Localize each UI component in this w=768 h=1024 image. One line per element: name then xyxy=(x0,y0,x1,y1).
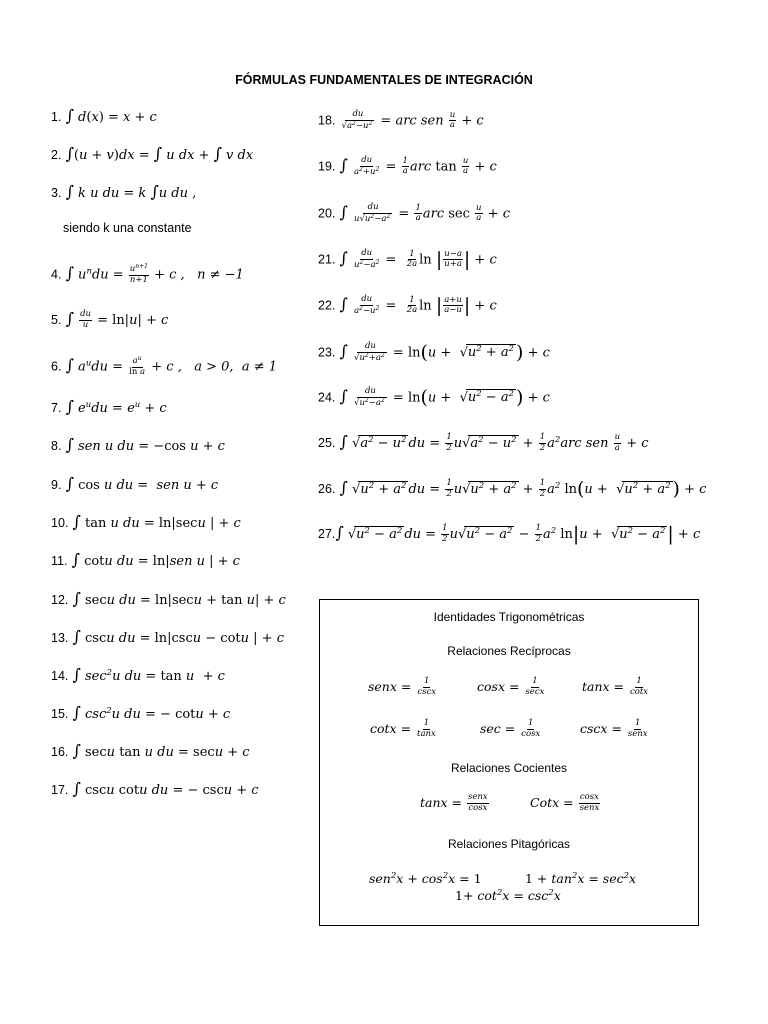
box-heading: Identidades Trigonométricas xyxy=(433,610,585,624)
formula-number: 16. xyxy=(51,745,69,759)
formula-2: 2. ∫(u + v)dx = ∫ u dx + ∫ v dx xyxy=(51,144,254,163)
identity-tan-quotient: tanx = senx cosx xyxy=(420,792,488,813)
quotient-heading: Relaciones Cocientes xyxy=(450,761,568,775)
trig-identities-box xyxy=(319,599,699,926)
formula-number: 14. xyxy=(51,669,69,683)
formula-9: 9. ∫ cos u du = sen u + c xyxy=(51,474,219,493)
identity-cscx: cscx = 1 senx xyxy=(580,718,648,739)
formula-number: 11. xyxy=(51,554,68,568)
formula-22: 22. ∫ $\frac{du}{a^2-u^2}$ = $\frac{1}{2a}$ ln | $\frac{a+u}{a-u}$ | + c xyxy=(318,294,497,317)
formula-number: 3. xyxy=(51,186,62,200)
formula-5: 5. ∫ $\frac{du}{u}$ = ln|u| + c xyxy=(51,308,169,330)
formula-20: 20. ∫ $\frac{du}{u√u^2-a^2}$ = $\frac{1}{a}$ arc sec $\frac{u}{a}$ + c xyxy=(318,202,510,224)
identity-sec: sec = $\frac{1}{\cos x}$ xyxy=(480,718,541,739)
formula-1: 1. ∫ d(x) = x + c xyxy=(51,106,157,125)
formula-number: 7. xyxy=(51,401,62,415)
formula-number: 12. xyxy=(51,593,69,607)
formula-7: 7. ∫ $e^udu = e^u + c$ xyxy=(51,397,167,416)
formula-10: 10. ∫ tan u du = ln|secu | + c xyxy=(51,512,241,531)
formula-25: 25. ∫ $√a^2 - u^2$ du = $\frac{1}{2}$ $u√a^2 - u^2$ + $\frac{1}{2}$ $a^2arc$ sen $\frac{u}{a}$ + c xyxy=(318,431,649,453)
formula-number: 27. xyxy=(318,526,336,541)
formula-23: 23. ∫ $\frac{du}{√u^2+a^2}$ = $\ln(u + √u^2 + a^2$ ) + c xyxy=(318,341,550,364)
formula-17: 17. ∫ cscu cotu du = − cscu + c xyxy=(51,779,259,798)
formula-number: 17. xyxy=(51,783,69,797)
identity-pyth-3: $1+ \cot^2x = \csc^2x$ xyxy=(455,888,561,903)
formula-19: 19. ∫ $\frac{du}{a^2+u^2}$ = $\frac{1}{a}$ arc tan $\frac{u}{a}$ + c xyxy=(318,155,497,177)
page-title: FÓRMULAS FUNDAMENTALES DE INTEGRACIÓN xyxy=(235,73,533,87)
formula-6: 6. ∫ $a^udu$ = $\frac{a^u}{\text{ln a}}$ + c , a > 0, a ≠ 1 xyxy=(51,355,277,377)
formula-8: 8. ∫ sen u du = −cos u + c xyxy=(51,435,225,454)
formula-number: 25. xyxy=(318,435,336,450)
formula-number: 24. xyxy=(318,390,336,405)
identity-pyth-1: $sen^2x + \cos^2x = 1$ xyxy=(369,871,482,886)
formula-number: 21. xyxy=(318,252,336,267)
formula-3: 3. ∫ k u du = k ∫u du , xyxy=(51,182,197,201)
formula-number: 19. xyxy=(318,159,336,174)
formula-4: 4. ∫ $u^ndu$ = $\frac{u^{n+1}}{n+1}$ + c , n ≠ −1 xyxy=(51,263,244,285)
formula-number: 5. xyxy=(51,312,62,327)
formula-3-note: siendo k una constante xyxy=(63,221,192,235)
formula-number: 1. xyxy=(51,110,62,124)
formula-15: 15. ∫ $\csc^2u$ du = − cotu + c xyxy=(51,703,231,722)
formula-number: 6. xyxy=(51,359,62,374)
formula-number: 9. xyxy=(51,478,62,492)
formula-number: 15. xyxy=(51,707,69,721)
formula-number: 4. xyxy=(51,267,62,282)
formula-number: 13. xyxy=(51,631,69,645)
identity-cotx: cotx = $\frac{1}{\tan x}$ xyxy=(370,718,436,739)
formula-21: 21. ∫ $\frac{du}{u^2-a^2}$ = $\frac{1}{2a}$ ln | $\frac{u-a}{u+a}$ | + c xyxy=(318,248,497,271)
pythagorean-heading: Relaciones Pitagóricas xyxy=(447,837,571,851)
identity-tanx: tanx = $\frac{1}{\cot x}$ xyxy=(582,676,649,697)
formula-number: 22. xyxy=(318,298,336,313)
reciprocal-heading: Relaciones Recíprocas xyxy=(447,644,571,658)
formula-number: 8. xyxy=(51,439,62,453)
formula-number: 10. xyxy=(51,516,69,530)
formula-12: 12. ∫ secu du = ln|secu + tan u| + c xyxy=(51,589,286,608)
formula-24: 24. ∫ $\frac{du}{√u^2-a^2}$ = $\ln(u + √u^2 - a^2$ ) + c xyxy=(318,386,550,409)
formula-number: 2. xyxy=(51,148,62,162)
formula-number: 23. xyxy=(318,345,336,360)
identity-senx: senx = 1 cscx xyxy=(368,676,437,697)
formula-26: 26. ∫ $√u^2 + a^2$ du = $\frac{1}{2}$ $u√u^2 + a^2$ + $\frac{1}{2}$ $a^2$ $\ln(u + √u^2 + a^2$ ) + c xyxy=(318,477,707,500)
formula-16: 16. ∫ secu tan u du = secu + c xyxy=(51,741,250,760)
formula-number: 18. xyxy=(318,113,336,128)
formula-number: 26. xyxy=(318,481,336,496)
identity-cosx: cosx = 1 secx xyxy=(477,676,545,697)
formula-14: 14. ∫ $\sec^2u$ du = tan u + c xyxy=(51,665,225,684)
formula-11: 11. ∫ cotu du = ln|sen u | + c xyxy=(51,550,240,569)
formula-number: 20. xyxy=(318,206,336,221)
identity-cot-quotient: Cotx = cosx senx xyxy=(530,792,600,813)
formula-13: 13. ∫ cscu du = ln|cscu − cotu | + c xyxy=(51,627,284,646)
identity-pyth-2: $1 + \tan^2x = \sec^2x$ xyxy=(525,871,637,886)
formula-27: 27.∫ $√u^2 - a^2$ du = $\frac{1}{2}$ $u√u^2 - a^2$ − $\frac{1}{2}$ $a^2$ $\ln|u + √u^2 - a^2$ | + c xyxy=(318,522,701,545)
formula-18: 18. $\frac{du}{√a^2-u^2}$ = arc sen $\frac{u}{a}$ + c xyxy=(318,109,484,131)
